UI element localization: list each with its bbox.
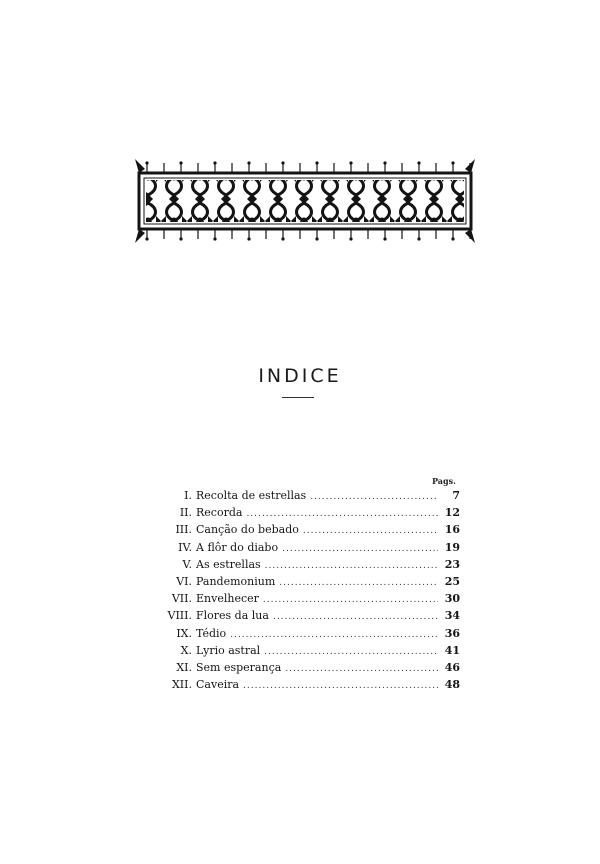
toc-entry: [140, 487, 460, 504]
chapter-title: Caveira: [196, 678, 240, 692]
chapter-numeral: VIII.: [167, 609, 192, 623]
dot-leader: [263, 592, 438, 609]
page-number: 16: [444, 523, 460, 537]
chapter-title: Envelhecer: [196, 592, 259, 606]
toc-entry: [140, 590, 460, 607]
toc-entry: [140, 521, 460, 538]
toc-entry: [140, 625, 460, 642]
dot-leader: [282, 541, 438, 558]
dot-leader: [303, 523, 438, 540]
page-number: 12: [444, 506, 460, 520]
chapter-numeral: II.: [179, 506, 192, 520]
decorative-frieze-icon: [135, 155, 475, 247]
dot-leader: [273, 609, 438, 626]
chapter-numeral: XI.: [176, 660, 192, 674]
chapter-title: Recorda: [196, 506, 243, 520]
page-number: 19: [444, 540, 460, 554]
chapter-title: Canção do bebado: [196, 523, 299, 537]
chapter-title: A flôr do diabo: [196, 540, 279, 554]
chapter-numeral: X.: [180, 643, 192, 657]
toc-entry: [140, 659, 460, 676]
toc-entry: [140, 504, 460, 521]
dot-leader: [230, 627, 438, 644]
dot-leader: [310, 489, 438, 506]
toc-entry: [140, 556, 460, 573]
chapter-numeral: VII.: [171, 592, 192, 606]
toc-entry: [140, 642, 460, 659]
page-number: 7: [452, 489, 460, 502]
page-number: 30: [444, 592, 460, 606]
dot-leader: [264, 644, 438, 661]
page-number: 34: [444, 609, 460, 623]
toc-entry: [140, 573, 460, 590]
dot-leader: [265, 558, 438, 575]
chapter-title: Lyrio astral: [196, 643, 261, 657]
chapter-numeral: IV.: [178, 540, 192, 554]
toc-entry: [140, 539, 460, 556]
page-number: 25: [444, 574, 460, 588]
chapter-title: Sem esperança: [196, 660, 282, 674]
chapter-title: Recolta de estrellas: [196, 489, 307, 502]
chapter-numeral: XII.: [171, 678, 192, 692]
chapter-title: Tédio: [196, 626, 227, 640]
chapter-title: As estrellas: [196, 557, 261, 571]
page-number: 36: [444, 626, 460, 640]
dot-leader: [285, 661, 438, 678]
page-number: 41: [444, 643, 460, 657]
chapter-title: Flores da lua: [196, 609, 269, 623]
dot-leader: [243, 678, 438, 695]
page-title: INDICE: [258, 365, 342, 387]
page-number: 46: [444, 660, 460, 674]
chapter-numeral: IX.: [176, 626, 192, 640]
dot-leader: [279, 575, 438, 592]
chapter-numeral: III.: [175, 523, 192, 537]
toc-entry: [140, 676, 460, 693]
chapter-numeral: I.: [184, 489, 192, 502]
table-of-contents: [140, 487, 460, 693]
page-number: 48: [444, 678, 460, 692]
page-number: 23: [444, 557, 460, 571]
pages-column-header: Pags.: [432, 476, 456, 486]
title-divider: [282, 397, 314, 398]
chapter-numeral: V.: [182, 557, 192, 571]
chapter-title: Pandemonium: [196, 574, 276, 588]
toc-entry: [140, 607, 460, 624]
chapter-numeral: VI.: [176, 574, 192, 588]
